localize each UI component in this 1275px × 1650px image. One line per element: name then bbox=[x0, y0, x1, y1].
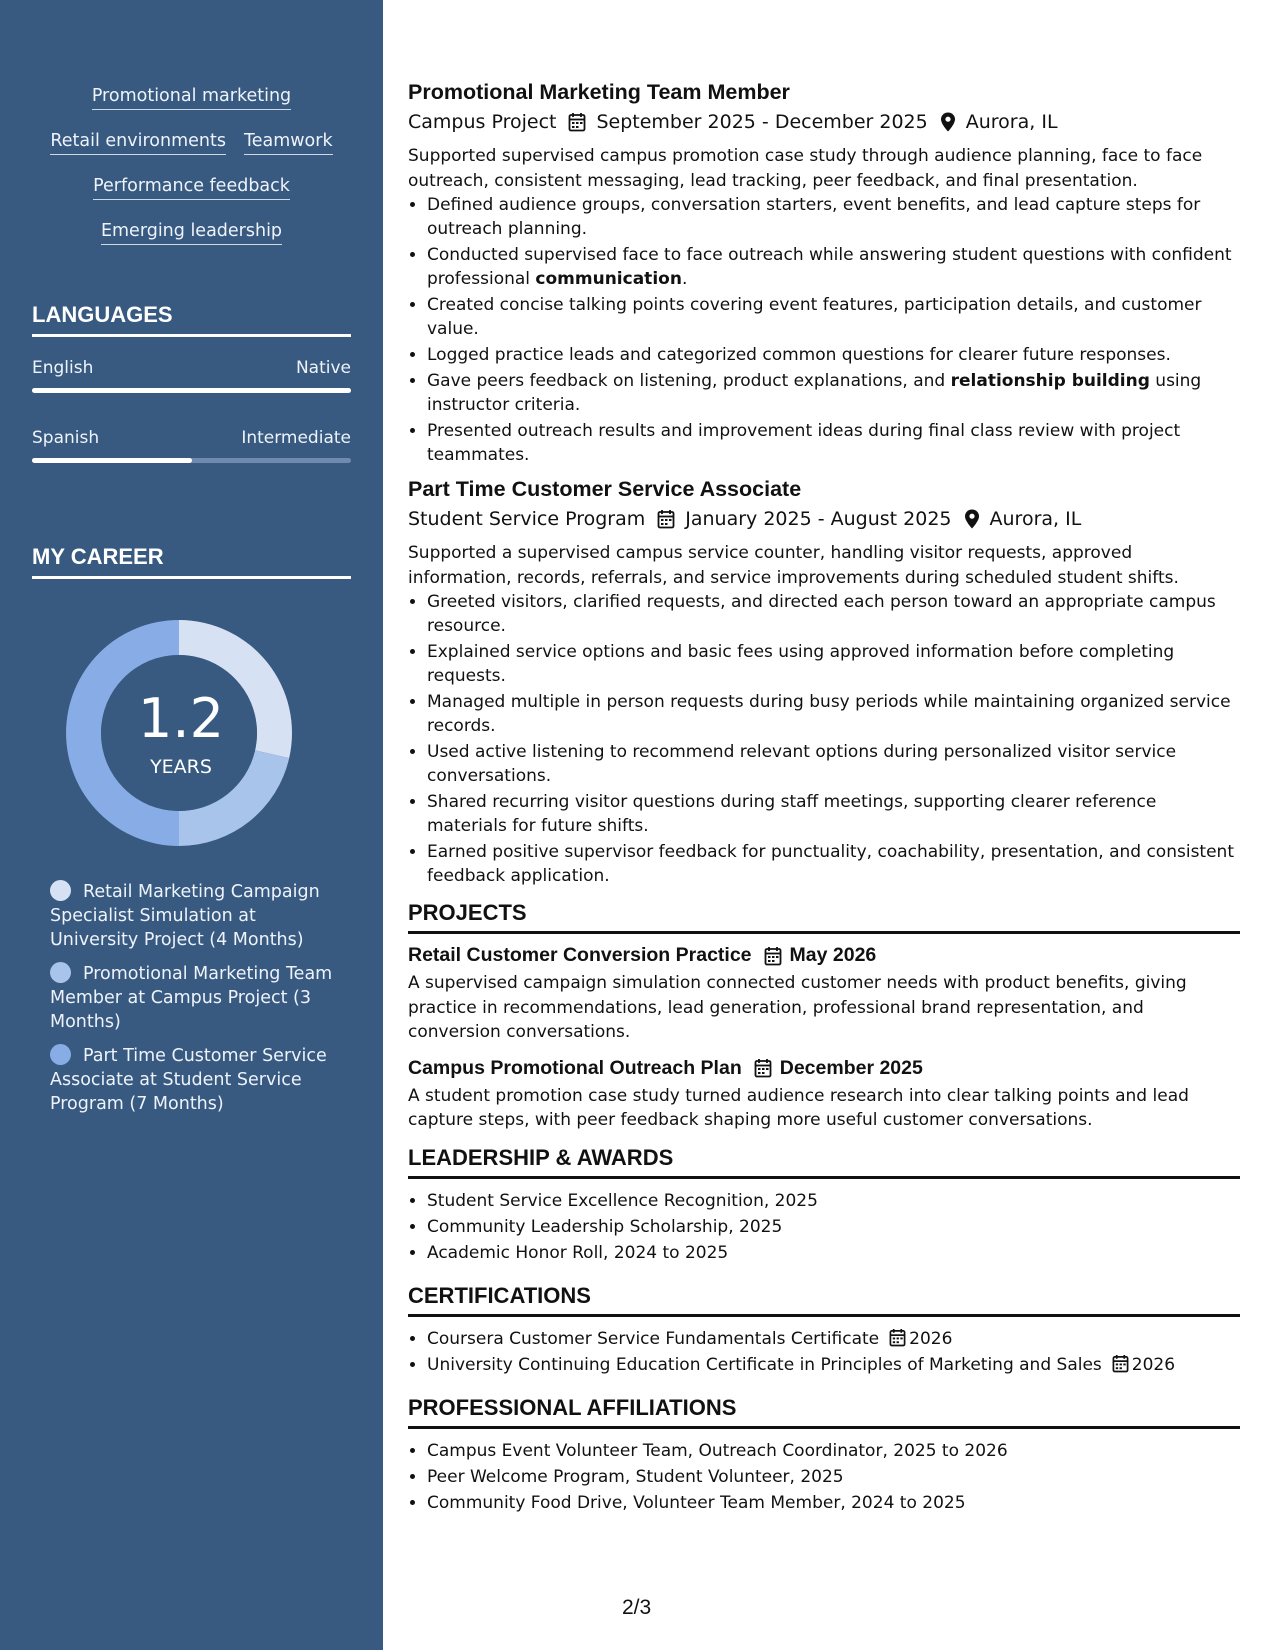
certifications-list bbox=[408, 1327, 1240, 1377]
job-bullet: • Earned positive supervisor feedback for punctuality, coachability, presentation, and consistent feedback application. bbox=[427, 840, 1240, 888]
project-description: A supervised campaign simulation connected customer needs with product benefits, giving practice in recommendations, lead generation, professional brand representation, and conversion conversations. bbox=[408, 973, 1187, 1042]
cert-item bbox=[427, 1353, 1240, 1377]
job-location: Aurora, IL bbox=[965, 111, 1058, 133]
certifications-heading: CERTIFICATIONS bbox=[408, 1283, 1240, 1317]
job-location: Aurora, IL bbox=[989, 508, 1082, 530]
award-item: • Student Service Excellence Recognition, 2025 bbox=[427, 1189, 1240, 1213]
job-meta bbox=[408, 505, 1240, 533]
career-item bbox=[50, 962, 340, 1034]
job-org: Student Service Program bbox=[408, 508, 646, 530]
job-bullet: • Conducted supervised face to face outreach while answering student questions with confident professional communication. bbox=[427, 243, 1240, 291]
career-donut-chart bbox=[64, 618, 294, 848]
cert-name: Coursera Customer Service Fundamentals Certificate bbox=[427, 1328, 880, 1349]
page-number: 2/3 bbox=[622, 1596, 652, 1619]
career-item-text: Retail Marketing Campaign Specialist Simulation at University Project (4 Months) bbox=[50, 882, 320, 950]
main-content bbox=[408, 78, 1240, 1517]
awards-heading: LEADERSHIP & AWARDS bbox=[408, 1145, 1240, 1179]
award-item: • Academic Honor Roll, 2024 to 2025 bbox=[427, 1241, 1240, 1265]
job-bullet: • Gave peers feedback on listening, product explanations, and relationship building using instructor criteria. bbox=[427, 369, 1240, 417]
skills-list bbox=[0, 86, 383, 266]
career-item-text: Promotional Marketing Team Member at Campus Project (3 Months) bbox=[50, 964, 333, 1032]
language-level: Native bbox=[295, 358, 351, 378]
project-date: December 2025 bbox=[779, 1056, 923, 1079]
languages-heading: LANGUAGES bbox=[32, 302, 351, 337]
job-bullet: • Used active listening to recommend relevant options during personalized visitor service conversations. bbox=[427, 740, 1240, 788]
job-bullets bbox=[408, 193, 1240, 467]
award-item: • Community Leadership Scholarship, 2025 bbox=[427, 1215, 1240, 1239]
language-name: English bbox=[32, 358, 94, 378]
language-level: Intermediate bbox=[241, 428, 351, 448]
language-english bbox=[32, 358, 351, 393]
career-heading: MY CAREER bbox=[32, 544, 351, 579]
job-dates: January 2025 - August 2025 bbox=[685, 508, 952, 530]
project-title: Campus Promotional Outreach Plan bbox=[408, 1056, 742, 1079]
calendar-icon bbox=[1112, 1354, 1129, 1373]
language-proficiency-fill bbox=[32, 388, 351, 393]
awards-list bbox=[408, 1189, 1240, 1265]
project-date: May 2026 bbox=[789, 944, 877, 966]
job-bullet: • Greeted visitors, clarified requests, and directed each person toward an appropriate campus resource. bbox=[427, 590, 1240, 638]
skill-tag: Emerging leadership bbox=[101, 221, 282, 245]
job-org: Campus Project bbox=[408, 111, 557, 133]
project-entry bbox=[408, 944, 1240, 1045]
sidebar bbox=[0, 0, 383, 1650]
language-name: Spanish bbox=[32, 428, 100, 448]
job-meta bbox=[408, 108, 1240, 136]
career-list bbox=[50, 880, 340, 1126]
job-bullet: • Presented outreach results and improvement ideas during final class review with project teammates. bbox=[427, 419, 1240, 467]
job-title: Promotional Marketing Team Member bbox=[408, 80, 790, 104]
affiliation-item: • Campus Event Volunteer Team, Outreach Coordinator, 2025 to 2026 bbox=[427, 1439, 1240, 1463]
project-title-row bbox=[408, 1057, 1240, 1080]
job-title: Part Time Customer Service Associate bbox=[408, 477, 802, 501]
career-item bbox=[50, 1044, 340, 1116]
job-summary: Supported supervised campus promotion case study through audience planning, face to face outreach, consistent messaging, lead tracking, peer feedback, and final presentation. bbox=[408, 146, 1203, 191]
skill-tag: Retail environments bbox=[50, 131, 226, 155]
job-bullet: • Defined audience groups, conversation starters, event benefits, and lead capture steps for outreach planning. bbox=[427, 193, 1240, 241]
skill-tag: Promotional marketing bbox=[92, 86, 291, 110]
calendar-icon bbox=[568, 112, 586, 132]
project-description: A student promotion case study turned audience research into clear talking points and lead capture steps, with peer feedback shaping more useful customer conversations. bbox=[408, 1085, 1189, 1130]
language-proficiency-bar bbox=[32, 388, 351, 393]
cert-item bbox=[427, 1327, 1240, 1351]
career-total-unit: YEARS bbox=[150, 756, 212, 778]
language-proficiency-bar bbox=[32, 458, 351, 463]
legend-dot-icon bbox=[50, 962, 71, 983]
experience-entry bbox=[408, 78, 1240, 467]
calendar-icon bbox=[657, 509, 675, 529]
affiliations-list bbox=[408, 1439, 1240, 1515]
affiliation-item: • Peer Welcome Program, Student Volunteer, 2025 bbox=[427, 1465, 1240, 1489]
affiliations-heading: PROFESSIONAL AFFILIATIONS bbox=[408, 1395, 1240, 1429]
calendar-icon bbox=[754, 1058, 772, 1078]
career-item bbox=[50, 880, 340, 952]
skill-tag: Teamwork bbox=[244, 131, 333, 155]
job-bullet: • Shared recurring visitor questions during staff meetings, supporting clearer reference materials for future shifts. bbox=[427, 790, 1240, 838]
cert-name: University Continuing Education Certificate in Principles of Marketing and Sales bbox=[427, 1354, 1102, 1375]
project-entry bbox=[408, 1057, 1240, 1133]
location-pin-icon bbox=[940, 112, 956, 132]
career-item-text: Part Time Customer Service Associate at Student Service Program (7 Months) bbox=[50, 1046, 327, 1114]
projects-heading: PROJECTS bbox=[408, 900, 1240, 934]
language-proficiency-fill bbox=[32, 458, 192, 463]
affiliation-item: • Community Food Drive, Volunteer Team Member, 2024 to 2025 bbox=[427, 1491, 1240, 1515]
job-bullet: • Managed multiple in person requests during busy periods while maintaining organized service records. bbox=[427, 690, 1240, 738]
calendar-icon bbox=[764, 946, 782, 966]
job-bullet: • Logged practice leads and categorized common questions for clearer future responses. bbox=[427, 343, 1240, 367]
language-spanish bbox=[32, 428, 351, 463]
legend-dot-icon bbox=[50, 1044, 71, 1065]
job-dates: September 2025 - December 2025 bbox=[596, 111, 928, 133]
job-bullet: • Created concise talking points covering event features, participation details, and customer value. bbox=[427, 293, 1240, 341]
legend-dot-icon bbox=[50, 880, 71, 901]
skill-tag: Performance feedback bbox=[93, 176, 290, 200]
project-title: Retail Customer Conversion Practice bbox=[408, 944, 752, 966]
project-title-row bbox=[408, 944, 1240, 967]
cert-year: 2026 bbox=[1131, 1354, 1176, 1375]
calendar-icon bbox=[889, 1328, 906, 1347]
job-bullet: • Explained service options and basic fees using approved information before completing requests. bbox=[427, 640, 1240, 688]
job-summary: Supported a supervised campus service counter, handling visitor requests, approved information, records, referrals, and service improvements during scheduled student shifts. bbox=[408, 543, 1179, 588]
experience-entry bbox=[408, 475, 1240, 888]
location-pin-icon bbox=[964, 509, 980, 529]
career-total-value: 1.2 bbox=[138, 687, 224, 750]
job-bullets bbox=[408, 590, 1240, 888]
cert-year: 2026 bbox=[909, 1328, 953, 1349]
